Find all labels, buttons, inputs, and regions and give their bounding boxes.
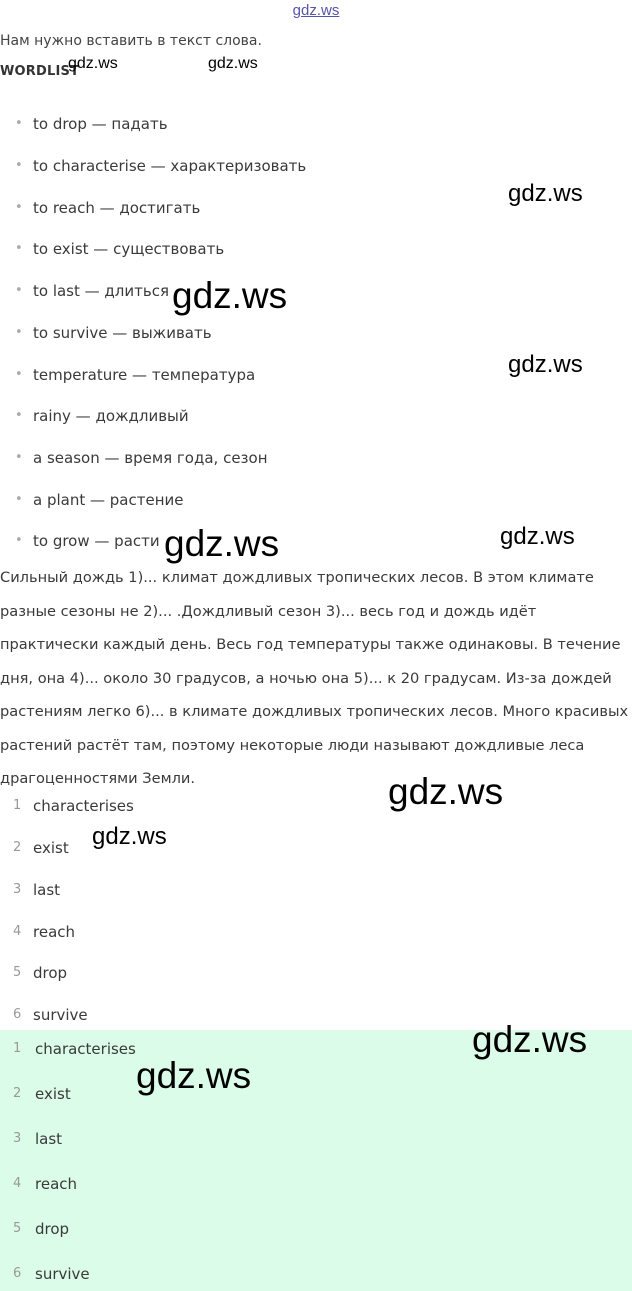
bullet-icon: •: [15, 325, 23, 340]
watermark: gdz.ws: [472, 1019, 588, 1060]
watermark: gdz.ws: [172, 275, 288, 316]
bullet-icon: •: [15, 116, 23, 131]
watermark: gdz.ws: [388, 771, 504, 812]
watermark: gdz.ws: [500, 523, 575, 550]
bullet-icon: •: [15, 408, 23, 423]
bullet-icon: •: [15, 450, 23, 465]
watermark: gdz.ws: [508, 180, 583, 207]
watermark: gdz.ws: [92, 823, 167, 850]
watermark: gdz.ws: [68, 55, 118, 72]
bullet-icon: •: [15, 200, 23, 215]
task-paragraph: Сильный дождь 1)... климат дождливых тропических лесов. В этом климате разные сезоны не 2)... .Дождливый сезон 3)... весь год и дождь идёт практически каждый день. Весь год температуры также одинаковы. В течение дня, она 4)... около 30 градусов, а ночью она 5)... к 20 градусам. Из-за дождей растениям легко 6)... в климате дождливых тропических лесов. Много красивых растений растёт там, поэтому некоторые люди называют дождливые леса драгоценностями Земли.: [0, 569, 629, 787]
highlighted-answer-box: [0, 1030, 632, 1291]
bullet-icon: •: [15, 367, 23, 382]
bullet-icon: •: [15, 533, 23, 548]
watermark: gdz.ws: [508, 351, 583, 378]
bullet-icon: •: [15, 492, 23, 507]
watermark: gdz.ws: [164, 523, 280, 564]
bullet-icon: •: [15, 283, 23, 298]
watermark: gdz.ws: [208, 55, 258, 72]
bullet-icon: •: [15, 241, 23, 256]
watermark: gdz.ws: [136, 1055, 252, 1096]
bullet-icon: •: [15, 158, 23, 173]
wordlist-title: WORDLIST: [0, 64, 80, 79]
intro-text: Нам нужно вставить в текст слова.: [0, 33, 262, 49]
header-watermark-link[interactable]: gdz.ws: [292, 2, 340, 19]
